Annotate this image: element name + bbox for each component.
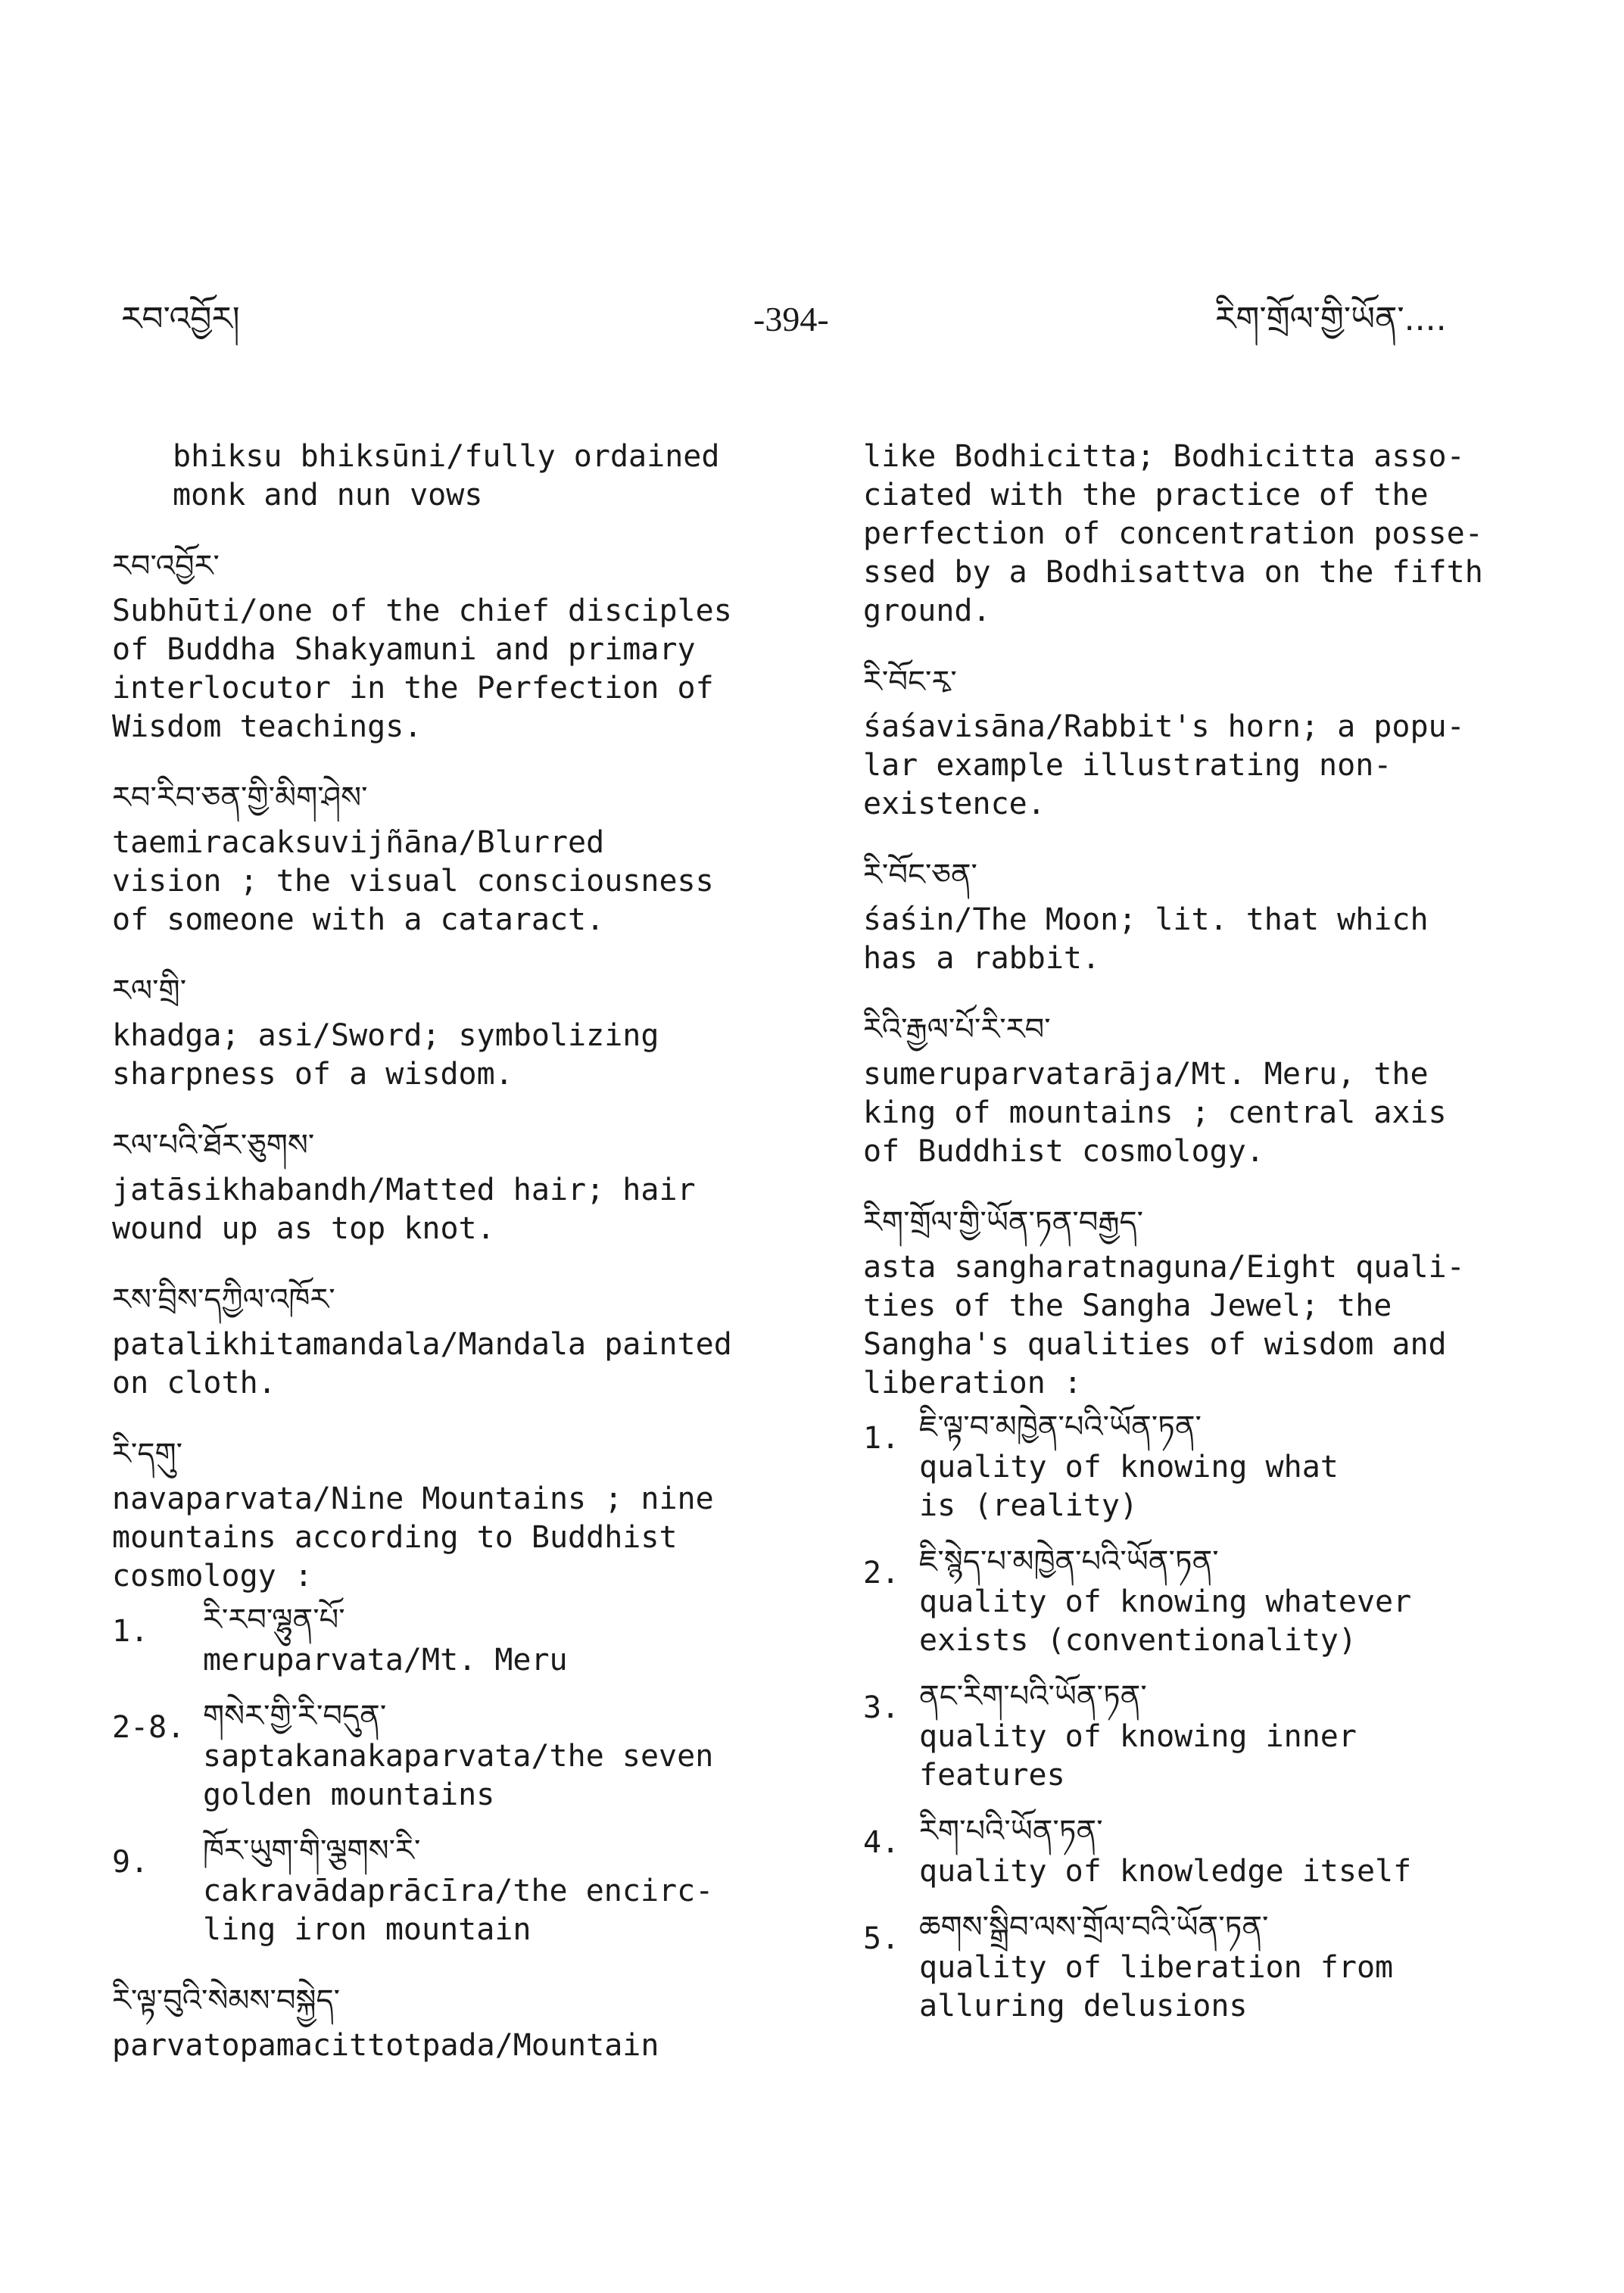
entry-definition: śaśavisāna/Rabbit's horn; a popu- lar example illustrating non- existence. — [863, 709, 1465, 821]
entry-headword: རིའི་རྒྱལ་པོ་རི་རབ་ — [863, 1012, 1051, 1047]
list-number: 9. — [112, 1845, 149, 1880]
list-item-tibetan: ཁོར་ཡུག་གི་ལྕགས་རི་ — [203, 1833, 421, 1868]
continued-definition: like Bodhicitta; Bodhicitta asso- ciated with the practice of the perfection of concentration posse- ssed by a Bodhisattva on the fifth ground. — [863, 439, 1483, 628]
entry-definition: Subhūti/one of the chief disciples of Buddha Shakyamuni and primary interlocutor in the Perfection of Wisdom teachings. — [112, 594, 732, 744]
dictionary-entry — [112, 544, 793, 746]
list-item — [863, 1406, 1537, 1525]
list-number: 2-8. — [112, 1710, 185, 1745]
entry-headword: རི་བོང་ཅན་ — [863, 858, 977, 893]
entry-headword: རིག་གྲོལ་གྱི་ཡོན་ཏན་བརྒྱད་ — [863, 1205, 1144, 1240]
list-item — [112, 1599, 793, 1680]
page-number: -394- — [753, 300, 829, 338]
list-number: 5. — [863, 1921, 900, 1956]
list-item-text: quality of knowing whatever exists (conventionality) — [919, 1584, 1412, 1658]
list-item — [863, 1906, 1537, 2026]
list-number: 3. — [863, 1690, 900, 1725]
dictionary-entry-eight-qualities — [863, 1200, 1537, 2026]
list-number: 1. — [112, 1614, 149, 1649]
entry-definition: asta sangharatnaguna/Eight quali- ties of the Sangha Jewel; the Sangha's qualities of wisdom and liberation : — [863, 1250, 1465, 1400]
entry-definition: parvatopamacittotpada/Mountain — [112, 2028, 659, 2063]
entry-headword: རི་དགུ་ — [112, 1437, 183, 1472]
entry-headword: རབ་འབྱོར་ — [112, 549, 220, 584]
running-head-right: རིག་གྲོལ་གྱི་ཡོན་.... — [1215, 300, 1447, 338]
entry-definition: sumeruparvatarāja/Mt. Meru, the king of mountains ; central axis of Buddhist cosmology. — [863, 1057, 1447, 1169]
dictionary-entry — [112, 1978, 793, 2065]
entry-headword: རས་བྲིས་དཀྱིལ་འཁོར་ — [112, 1282, 335, 1317]
entry-headword: རལ་གྲི་ — [112, 974, 187, 1008]
entry-definition: jatāsikhabandh/Matted hair; hair wound up as top knot. — [112, 1173, 696, 1246]
list-number: 4. — [863, 1825, 900, 1860]
right-column — [863, 438, 1537, 2055]
dictionary-entry — [112, 775, 793, 939]
list-item — [863, 1541, 1537, 1660]
continued-definition: bhiksu bhiksūni/fully ordained monk and nun vows — [173, 439, 720, 512]
dictionary-entry — [863, 659, 1537, 824]
entry-headword: རལ་པའི་ཐོར་ཅུགས་ — [112, 1128, 315, 1163]
entry-headword: རབ་རིབ་ཅན་གྱི་མིག་ཤེས་ — [112, 780, 368, 815]
list-item-text: quality of liberation from alluring delusions — [919, 1950, 1394, 2024]
list-item — [863, 1675, 1537, 1795]
list-item-text: cakravādaprācīra/the encirc- ling iron mountain — [203, 1874, 714, 1947]
dictionary-entry — [112, 1277, 793, 1403]
list-item — [112, 1830, 793, 1949]
list-item-tibetan: རི་རབ་ལྷུན་པོ་ — [203, 1603, 345, 1637]
list-item-tibetan: རིག་པའི་ཡོན་ཏན་ — [919, 1814, 1103, 1849]
list-item-text: meruparvata/Mt. Meru — [203, 1643, 568, 1678]
entry-definition: navaparvata/Nine Mountains ; nine mountains according to Buddhist cosmology : — [112, 1481, 714, 1594]
list-item-tibetan: ཇི་ལྟ་བ་མཁྱེན་པའི་ཡོན་ཏན་ — [919, 1410, 1202, 1444]
dictionary-entry-nine-mountains — [112, 1432, 793, 1949]
list-item-tibetan: ཇི་སྙེད་པ་མཁྱེན་པའི་ཡོན་ཏན་ — [919, 1544, 1219, 1579]
dictionary-entry — [112, 968, 793, 1094]
entry-definition: khadga; asi/Sword; symbolizing sharpness of a wisdom. — [112, 1018, 659, 1092]
numbered-list — [112, 1599, 793, 1949]
dictionary-entry — [863, 852, 1537, 978]
list-number: 2. — [863, 1556, 900, 1590]
list-item-text: quality of knowing what is (reality) — [919, 1450, 1339, 1523]
list-item-tibetan: གསེར་གྱི་རི་བདུན་ — [203, 1699, 387, 1734]
list-item-text: saptakanakaparvata/the seven golden mountains — [203, 1739, 714, 1812]
entry-headword: རི་ལྟ་བུའི་སེམས་བསྐྱེད་ — [112, 1983, 341, 2018]
list-item-text: quality of knowing inner features — [919, 1719, 1357, 1793]
entry-definition: taemiracaksuvijñāna/Blurred vision ; the visual consciousness of someone with a cataract. — [112, 825, 714, 937]
entry-definition: patalikhitamandala/Mandala painted on cloth. — [112, 1327, 732, 1400]
list-item — [112, 1695, 793, 1815]
dictionary-entry — [112, 1123, 793, 1248]
numbered-list — [863, 1406, 1537, 2026]
list-item-tibetan: ཆགས་སྒྲིབ་ལས་གྲོལ་བའི་ཡོན་ཏན་ — [919, 1910, 1269, 1945]
list-item-text: quality of knowledge itself — [919, 1854, 1412, 1889]
list-item-tibetan: ནང་རིག་པའི་ཡོན་ཏན་ — [919, 1679, 1147, 1714]
list-number: 1. — [863, 1421, 900, 1456]
list-item — [863, 1810, 1537, 1891]
entry-headword: རི་བོང་རྭ་ — [863, 665, 957, 699]
running-head-left: རབ་འབྱོར། — [121, 300, 240, 338]
left-column — [112, 438, 793, 2094]
dictionary-entry — [863, 1007, 1537, 1171]
entry-definition: śaśin/The Moon; lit. that which has a rabbit. — [863, 902, 1429, 976]
